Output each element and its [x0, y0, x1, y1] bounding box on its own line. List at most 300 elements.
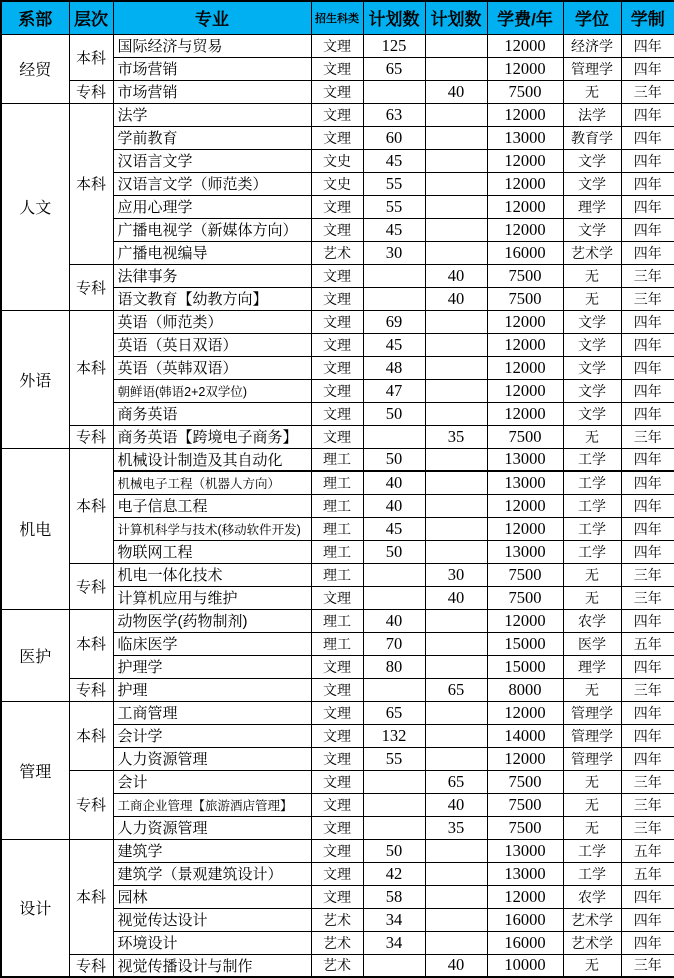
- table-row: [1, 609, 674, 632]
- level-cell: 专科: [69, 563, 113, 609]
- degree-cell: 文学: [563, 402, 621, 425]
- tuition-cell: 12000: [487, 494, 563, 517]
- tuition-cell: 12000: [487, 333, 563, 356]
- plan2-cell: [425, 655, 487, 678]
- duration-cell: 四年: [621, 103, 674, 126]
- degree-cell: 无: [563, 264, 621, 287]
- category-cell: 文理: [311, 885, 363, 908]
- tuition-cell: 12000: [487, 172, 563, 195]
- major-cell: 物联网工程: [113, 540, 311, 563]
- major-cell: 计算机应用与维护: [113, 586, 311, 609]
- category-cell: 文理: [311, 678, 363, 701]
- duration-cell: 四年: [621, 609, 674, 632]
- tuition-cell: 12000: [487, 149, 563, 172]
- duration-cell: 三年: [621, 816, 674, 839]
- category-cell: 艺术: [311, 954, 363, 977]
- major-cell: 法学: [113, 103, 311, 126]
- category-cell: 文理: [311, 379, 363, 402]
- major-cell: 机电一体化技术: [113, 563, 311, 586]
- degree-cell: 无: [563, 563, 621, 586]
- table-row: [1, 103, 674, 126]
- degree-cell: 无: [563, 816, 621, 839]
- duration-cell: 四年: [621, 172, 674, 195]
- duration-cell: 四年: [621, 724, 674, 747]
- tuition-cell: 7500: [487, 816, 563, 839]
- tuition-cell: 12000: [487, 609, 563, 632]
- degree-cell: 工学: [563, 448, 621, 471]
- level-cell: 本科: [69, 310, 113, 425]
- degree-cell: 艺术学: [563, 908, 621, 931]
- major-cell: 英语（英韩双语）: [113, 356, 311, 379]
- tuition-cell: 12000: [487, 103, 563, 126]
- plan2-cell: [425, 356, 487, 379]
- category-cell: 艺术: [311, 931, 363, 954]
- major-cell: 会计: [113, 770, 311, 793]
- plan1-cell: 69: [363, 310, 425, 333]
- category-cell: 文理: [311, 816, 363, 839]
- plan1-cell: 50: [363, 540, 425, 563]
- header-cell-category: 招生科类: [311, 1, 363, 34]
- category-cell: 艺术: [311, 908, 363, 931]
- plan1-cell: 30: [363, 241, 425, 264]
- category-cell: 文理: [311, 264, 363, 287]
- plan1-cell: 40: [363, 609, 425, 632]
- plan2-cell: [425, 172, 487, 195]
- duration-cell: 三年: [621, 678, 674, 701]
- duration-cell: 三年: [621, 793, 674, 816]
- duration-cell: 三年: [621, 425, 674, 448]
- major-cell: 应用心理学: [113, 195, 311, 218]
- category-cell: 文理: [311, 586, 363, 609]
- header-cell-degree: 学位: [563, 1, 621, 34]
- plan2-cell: [425, 494, 487, 517]
- category-cell: 文理: [311, 724, 363, 747]
- tuition-cell: 15000: [487, 655, 563, 678]
- major-cell: 广播电视编导: [113, 241, 311, 264]
- category-cell: 文理: [311, 770, 363, 793]
- plan1-cell: 40: [363, 494, 425, 517]
- plan1-cell: 50: [363, 448, 425, 471]
- degree-cell: 理学: [563, 655, 621, 678]
- plan2-cell: [425, 379, 487, 402]
- plan2-cell: [425, 931, 487, 954]
- header-cell-tuition: 学费/年: [487, 1, 563, 34]
- level-cell: 专科: [69, 264, 113, 310]
- degree-cell: 艺术学: [563, 931, 621, 954]
- duration-cell: 三年: [621, 264, 674, 287]
- plan1-cell: 45: [363, 218, 425, 241]
- degree-cell: 文学: [563, 172, 621, 195]
- plan1-cell: [363, 586, 425, 609]
- degree-cell: 管理学: [563, 724, 621, 747]
- major-cell: 机械设计制造及其自动化: [113, 448, 311, 471]
- plan2-cell: [425, 126, 487, 149]
- duration-cell: 四年: [621, 885, 674, 908]
- plan2-cell: [425, 862, 487, 885]
- degree-cell: 工学: [563, 494, 621, 517]
- category-cell: 文理: [311, 195, 363, 218]
- category-cell: 理工: [311, 471, 363, 494]
- plan2-cell: [425, 517, 487, 540]
- degree-cell: 医学: [563, 632, 621, 655]
- table-header: [1, 1, 674, 34]
- plan2-cell: [425, 103, 487, 126]
- duration-cell: 四年: [621, 540, 674, 563]
- major-cell: 临床医学: [113, 632, 311, 655]
- department-cell: 人文: [1, 103, 69, 310]
- header-cell-plan1: 计划数: [363, 1, 425, 34]
- level-cell: 专科: [69, 80, 113, 103]
- tuition-cell: 7500: [487, 80, 563, 103]
- tuition-cell: 7500: [487, 770, 563, 793]
- duration-cell: 四年: [621, 655, 674, 678]
- duration-cell: 四年: [621, 517, 674, 540]
- category-cell: 文理: [311, 655, 363, 678]
- tuition-cell: 12000: [487, 402, 563, 425]
- plan1-cell: 63: [363, 103, 425, 126]
- tuition-cell: 12000: [487, 701, 563, 724]
- plan2-cell: [425, 333, 487, 356]
- plan2-cell: [425, 57, 487, 80]
- category-cell: 理工: [311, 632, 363, 655]
- major-cell: 工商企业管理【旅游酒店管理】: [113, 793, 311, 816]
- table-row: [1, 839, 674, 862]
- tuition-cell: 7500: [487, 425, 563, 448]
- tuition-cell: 12000: [487, 356, 563, 379]
- category-cell: 文理: [311, 402, 363, 425]
- category-cell: 艺术: [311, 241, 363, 264]
- degree-cell: 教育学: [563, 126, 621, 149]
- degree-cell: 无: [563, 80, 621, 103]
- duration-cell: 五年: [621, 632, 674, 655]
- tuition-cell: 12000: [487, 310, 563, 333]
- duration-cell: 四年: [621, 494, 674, 517]
- plan1-cell: 48: [363, 356, 425, 379]
- plan1-cell: 60: [363, 126, 425, 149]
- plan1-cell: [363, 287, 425, 310]
- category-cell: 文理: [311, 356, 363, 379]
- tuition-cell: 16000: [487, 241, 563, 264]
- degree-cell: 无: [563, 287, 621, 310]
- plan2-cell: [425, 195, 487, 218]
- tuition-cell: 7500: [487, 287, 563, 310]
- duration-cell: 四年: [621, 310, 674, 333]
- plan1-cell: 70: [363, 632, 425, 655]
- plan2-cell: 40: [425, 264, 487, 287]
- tuition-cell: 12000: [487, 379, 563, 402]
- plan2-cell: [425, 540, 487, 563]
- duration-cell: 四年: [621, 333, 674, 356]
- category-cell: 文史: [311, 149, 363, 172]
- category-cell: 文理: [311, 862, 363, 885]
- major-cell: 电子信息工程: [113, 494, 311, 517]
- department-cell: 机电: [1, 448, 69, 609]
- degree-cell: 文学: [563, 149, 621, 172]
- category-cell: 文理: [311, 793, 363, 816]
- degree-cell: 无: [563, 954, 621, 977]
- tuition-cell: 16000: [487, 908, 563, 931]
- category-cell: 文理: [311, 747, 363, 770]
- major-cell: 市场营销: [113, 57, 311, 80]
- major-cell: 市场营销: [113, 80, 311, 103]
- category-cell: 理工: [311, 448, 363, 471]
- degree-cell: 农学: [563, 609, 621, 632]
- plan2-cell: 40: [425, 586, 487, 609]
- plan2-cell: [425, 34, 487, 57]
- degree-cell: 无: [563, 425, 621, 448]
- plan2-cell: [425, 632, 487, 655]
- plan1-cell: [363, 793, 425, 816]
- major-cell: 环境设计: [113, 931, 311, 954]
- duration-cell: 三年: [621, 770, 674, 793]
- department-cell: 管理: [1, 701, 69, 839]
- category-cell: 理工: [311, 563, 363, 586]
- table-row: [1, 34, 674, 57]
- category-cell: 文理: [311, 425, 363, 448]
- plan1-cell: 34: [363, 931, 425, 954]
- level-cell: 专科: [69, 770, 113, 839]
- plan1-cell: [363, 80, 425, 103]
- plan1-cell: 132: [363, 724, 425, 747]
- plan1-cell: 80: [363, 655, 425, 678]
- level-cell: 本科: [69, 701, 113, 770]
- major-cell: 动物医学(药物制剂): [113, 609, 311, 632]
- tuition-cell: 12000: [487, 34, 563, 57]
- header-row: [1, 1, 674, 34]
- level-cell: 专科: [69, 425, 113, 448]
- major-cell: 园林: [113, 885, 311, 908]
- header-cell-plan2: 计划数: [425, 1, 487, 34]
- plan1-cell: 65: [363, 701, 425, 724]
- table-row: [1, 310, 674, 333]
- degree-cell: 工学: [563, 517, 621, 540]
- plan1-cell: 55: [363, 195, 425, 218]
- category-cell: 文理: [311, 839, 363, 862]
- duration-cell: 四年: [621, 379, 674, 402]
- plan2-cell: [425, 724, 487, 747]
- header-cell-level: 层次: [69, 1, 113, 34]
- table-row: [1, 425, 674, 448]
- tuition-cell: 16000: [487, 931, 563, 954]
- plan1-cell: 42: [363, 862, 425, 885]
- plan2-cell: [425, 471, 487, 494]
- table-row: [1, 80, 674, 103]
- department-cell: 经贸: [1, 34, 69, 103]
- degree-cell: 文学: [563, 333, 621, 356]
- plan1-cell: 65: [363, 57, 425, 80]
- major-cell: 视觉传播设计与制作: [113, 954, 311, 977]
- department-cell: 设计: [1, 839, 69, 977]
- level-cell: 本科: [69, 103, 113, 264]
- plan1-cell: 58: [363, 885, 425, 908]
- duration-cell: 五年: [621, 839, 674, 862]
- degree-cell: 法学: [563, 103, 621, 126]
- duration-cell: 三年: [621, 954, 674, 977]
- category-cell: 文理: [311, 287, 363, 310]
- plan2-cell: 40: [425, 793, 487, 816]
- table-row: [1, 448, 674, 471]
- major-cell: 汉语言文学: [113, 149, 311, 172]
- plan1-cell: 34: [363, 908, 425, 931]
- duration-cell: 四年: [621, 448, 674, 471]
- plan2-cell: [425, 839, 487, 862]
- major-cell: 护理学: [113, 655, 311, 678]
- category-cell: 文理: [311, 218, 363, 241]
- department-cell: 医护: [1, 609, 69, 701]
- tuition-cell: 12000: [487, 517, 563, 540]
- plan1-cell: 40: [363, 471, 425, 494]
- header-cell-duration: 学制: [621, 1, 674, 34]
- level-cell: 专科: [69, 678, 113, 701]
- plan1-cell: [363, 816, 425, 839]
- major-cell: 商务英语【跨境电子商务】: [113, 425, 311, 448]
- major-cell: 视觉传达设计: [113, 908, 311, 931]
- major-cell: 建筑学: [113, 839, 311, 862]
- plan1-cell: 55: [363, 747, 425, 770]
- tuition-cell: 12000: [487, 747, 563, 770]
- tuition-cell: 14000: [487, 724, 563, 747]
- duration-cell: 四年: [621, 931, 674, 954]
- table-row: [1, 563, 674, 586]
- plan1-cell: 47: [363, 379, 425, 402]
- major-cell: 人力资源管理: [113, 816, 311, 839]
- level-cell: 本科: [69, 34, 113, 80]
- table-row: [1, 770, 674, 793]
- duration-cell: 四年: [621, 908, 674, 931]
- plan2-cell: [425, 908, 487, 931]
- degree-cell: 管理学: [563, 747, 621, 770]
- plan2-cell: [425, 241, 487, 264]
- major-cell: 商务英语: [113, 402, 311, 425]
- duration-cell: 四年: [621, 747, 674, 770]
- tuition-cell: 7500: [487, 563, 563, 586]
- plan2-cell: 40: [425, 287, 487, 310]
- degree-cell: 文学: [563, 218, 621, 241]
- plan2-cell: [425, 149, 487, 172]
- duration-cell: 四年: [621, 356, 674, 379]
- duration-cell: 三年: [621, 586, 674, 609]
- degree-cell: 工学: [563, 862, 621, 885]
- category-cell: 理工: [311, 494, 363, 517]
- tuition-cell: 13000: [487, 126, 563, 149]
- table-row: [1, 954, 674, 977]
- department-cell: 外语: [1, 310, 69, 448]
- level-cell: 专科: [69, 954, 113, 977]
- tuition-cell: 13000: [487, 839, 563, 862]
- degree-cell: 无: [563, 793, 621, 816]
- plan1-cell: [363, 563, 425, 586]
- degree-cell: 文学: [563, 356, 621, 379]
- major-cell: 学前教育: [113, 126, 311, 149]
- category-cell: 文理: [311, 103, 363, 126]
- degree-cell: 经济学: [563, 34, 621, 57]
- header-cell-department: 系部: [1, 1, 69, 34]
- plan2-cell: 65: [425, 770, 487, 793]
- plan1-cell: [363, 678, 425, 701]
- plan1-cell: 45: [363, 149, 425, 172]
- duration-cell: 四年: [621, 471, 674, 494]
- plan2-cell: [425, 701, 487, 724]
- duration-cell: 三年: [621, 563, 674, 586]
- degree-cell: 工学: [563, 839, 621, 862]
- plan1-cell: [363, 954, 425, 977]
- plan1-cell: 45: [363, 333, 425, 356]
- duration-cell: 四年: [621, 402, 674, 425]
- major-cell: 工商管理: [113, 701, 311, 724]
- degree-cell: 工学: [563, 540, 621, 563]
- duration-cell: 四年: [621, 218, 674, 241]
- duration-cell: 四年: [621, 149, 674, 172]
- duration-cell: 三年: [621, 287, 674, 310]
- tuition-cell: 10000: [487, 954, 563, 977]
- degree-cell: 文学: [563, 310, 621, 333]
- table-row: [1, 678, 674, 701]
- tuition-cell: 13000: [487, 448, 563, 471]
- level-cell: 本科: [69, 839, 113, 954]
- plan2-cell: 35: [425, 816, 487, 839]
- tuition-cell: 13000: [487, 540, 563, 563]
- tuition-cell: 7500: [487, 264, 563, 287]
- duration-cell: 四年: [621, 701, 674, 724]
- plan1-cell: [363, 770, 425, 793]
- tuition-cell: 7500: [487, 793, 563, 816]
- plan2-cell: 40: [425, 954, 487, 977]
- degree-cell: 管理学: [563, 57, 621, 80]
- tuition-cell: 7500: [487, 586, 563, 609]
- degree-cell: 管理学: [563, 701, 621, 724]
- major-cell: 计算机科学与技术(移动软件开发): [113, 517, 311, 540]
- plan1-cell: [363, 425, 425, 448]
- plan1-cell: 50: [363, 402, 425, 425]
- degree-cell: 文学: [563, 379, 621, 402]
- degree-cell: 工学: [563, 471, 621, 494]
- category-cell: 理工: [311, 609, 363, 632]
- plan1-cell: 50: [363, 839, 425, 862]
- plan2-cell: [425, 609, 487, 632]
- degree-cell: 无: [563, 586, 621, 609]
- tuition-cell: 8000: [487, 678, 563, 701]
- category-cell: 文理: [311, 310, 363, 333]
- tuition-cell: 12000: [487, 885, 563, 908]
- degree-cell: 农学: [563, 885, 621, 908]
- plan2-cell: 30: [425, 563, 487, 586]
- duration-cell: 四年: [621, 57, 674, 80]
- major-cell: 人力资源管理: [113, 747, 311, 770]
- major-cell: 朝鲜语(韩语2+2双学位): [113, 379, 311, 402]
- plan1-cell: 125: [363, 34, 425, 57]
- plan2-cell: [425, 448, 487, 471]
- tuition-cell: 13000: [487, 862, 563, 885]
- plan2-cell: [425, 402, 487, 425]
- plan2-cell: [425, 218, 487, 241]
- tuition-cell: 12000: [487, 218, 563, 241]
- major-cell: 英语（师范类）: [113, 310, 311, 333]
- category-cell: 文理: [311, 34, 363, 57]
- major-cell: 建筑学（景观建筑设计）: [113, 862, 311, 885]
- level-cell: 本科: [69, 448, 113, 563]
- major-cell: 护理: [113, 678, 311, 701]
- major-cell: 英语（英日双语）: [113, 333, 311, 356]
- plan2-cell: [425, 310, 487, 333]
- table-row: [1, 701, 674, 724]
- table-body: [1, 34, 674, 977]
- plan2-cell: [425, 747, 487, 770]
- tuition-cell: 12000: [487, 195, 563, 218]
- degree-cell: 无: [563, 770, 621, 793]
- major-cell: 汉语言文学（师范类）: [113, 172, 311, 195]
- duration-cell: 五年: [621, 862, 674, 885]
- plan1-cell: [363, 264, 425, 287]
